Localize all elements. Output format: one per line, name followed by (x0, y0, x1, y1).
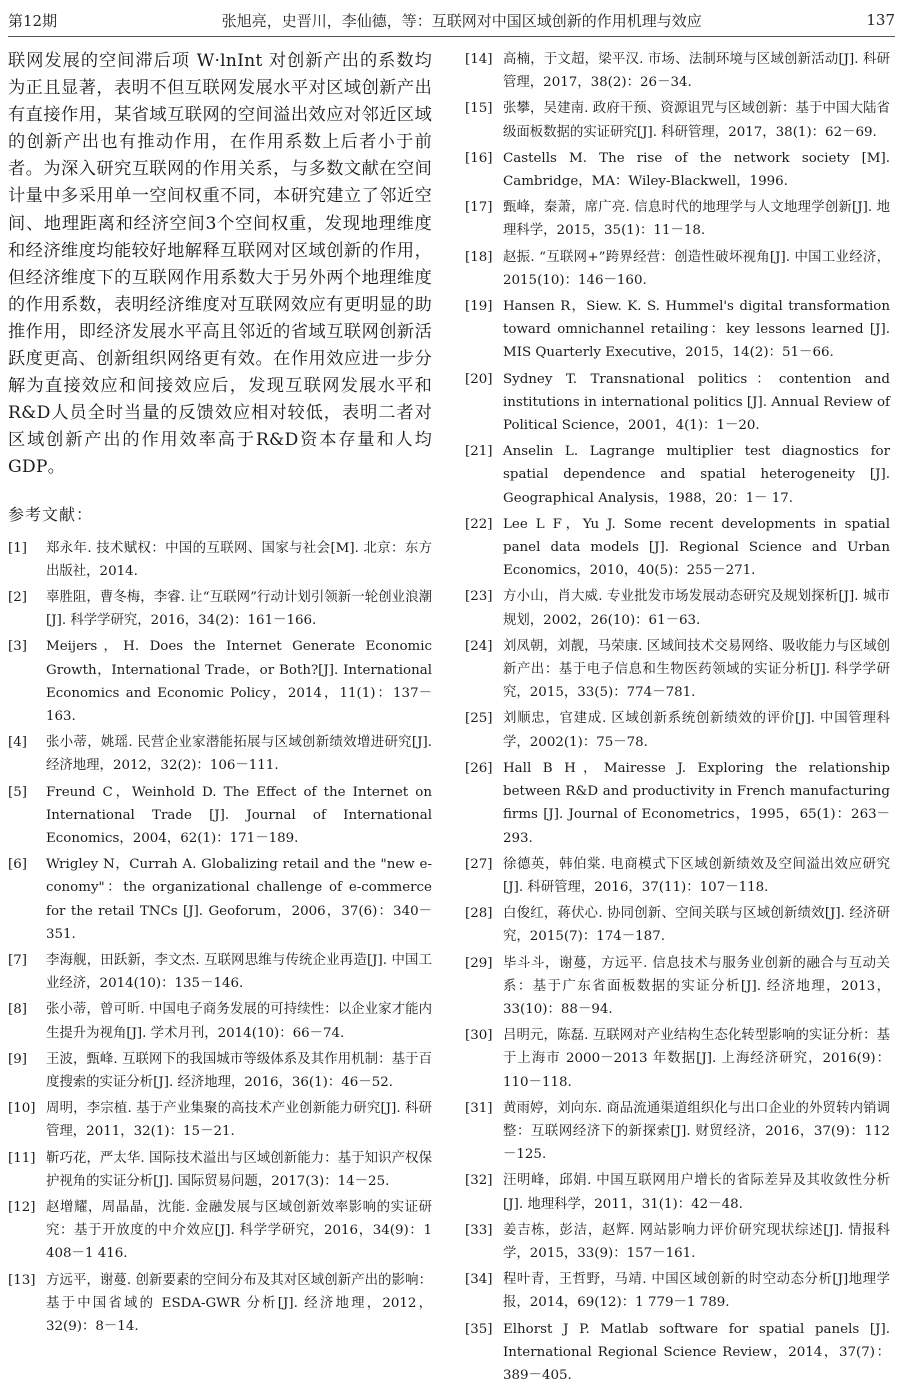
running-header (8, 6, 895, 34)
reference-text: Freund C，Weinhold D. The Effect of the Internet on International Trade [J]. Journal of International Economics，2004，62(1)：171－189. (46, 784, 432, 846)
reference-item (8, 1048, 432, 1094)
reference-item (465, 368, 890, 438)
reference-item (465, 757, 890, 850)
reference-number: [3] (8, 639, 27, 655)
reference-item (465, 635, 890, 705)
reference-text: Sydney T. Transnational politics：contention and institutions in international politics [J]. Annual Review of Political Science，2001，4(1)：1－20. (503, 371, 890, 434)
reference-text: 张小蒂，曾可昕. 中国电子商务发展的可持续性：以企业家才能内生提升为视角[J]. 学术月刊，2014(10)：66－74. (46, 1002, 432, 1041)
reference-number: [2] (8, 589, 27, 605)
reference-text: 刘顺忠，官建成. 区域创新系统创新绩效的评价[J]. 中国管理科学，2002(1)：75－78. (503, 711, 890, 750)
reference-text: 毕斗斗，谢蔓，方远平. 信息技术与服务业创新的融合与互动关系：基于广东省面板数据的实证分析[J]. 经济地理，2013，33(10)：88－94. (503, 955, 890, 1017)
reference-item (465, 853, 890, 899)
reference-number: [6] (8, 857, 27, 873)
reference-text: 方远平，谢蔓. 创新要素的空间分布及其对区域创新产出的影响：基于中国省域的 ESDA-GWR 分析[J]. 经济地理，2012，32(9)：8－14. (46, 1272, 432, 1334)
reference-number: [24] (465, 638, 493, 654)
reference-text: 吕明元，陈磊. 互联网对产业结构生态化转型影响的实证分析：基于上海市 2000－2013 年数据[J]. 上海经济研究，2016(9)：110－118. (503, 1028, 890, 1090)
reference-item (465, 902, 890, 948)
reference-number: [31] (465, 1100, 493, 1116)
reference-number: [13] (8, 1272, 36, 1288)
reference-number: [16] (465, 150, 493, 166)
reference-item (8, 731, 432, 777)
reference-item (8, 853, 432, 946)
reference-number: [1] (8, 540, 27, 556)
reference-item (465, 1169, 890, 1215)
reference-text: Hall B H，Mairesse J. Exploring the relationship between R&D and productivity in French manufacturing firms [J]. Journal of Econometrics，1995，65(1)：263－293. (503, 760, 890, 846)
reference-number: [20] (465, 371, 493, 387)
reference-item (465, 1268, 890, 1314)
reference-item (8, 537, 432, 583)
reference-number: [4] (8, 735, 27, 751)
reference-text: 程叶青，王哲野，马靖. 中国区域创新的时空动态分析[J]地理学报，2014，69(12)：1 779－1 789. (503, 1272, 890, 1311)
reference-item (8, 781, 432, 851)
reference-text: 方小山，肖大威. 专业批发市场发展动态研究及规划探析[J]. 城市规划，2002，26(10)：61－63. (503, 589, 890, 628)
left-column (8, 48, 432, 1341)
reference-number: [30] (465, 1028, 493, 1044)
reference-item (465, 585, 890, 631)
reference-item (465, 1318, 890, 1388)
reference-text: Meijers，H. Does the Internet Generate Economic Growth，International Trade，or Both?[J]. International Economics and Economic Policy，2014，11(1)：137－163. (46, 639, 432, 724)
reference-text: 白俊红，蒋伏心. 协同创新、空间关联与区域创新绩效[J]. 经济研究，2015(7)：174－187. (503, 906, 890, 945)
reference-text: 甄峰，秦萧，席广亮. 信息时代的地理学与人文地理学创新[J]. 地理科学，2015，35(1)：11－18. (503, 200, 890, 239)
reference-number: [19] (465, 299, 493, 315)
reference-number: [26] (465, 760, 493, 776)
reference-item (465, 707, 890, 753)
reference-item (465, 1219, 890, 1265)
reference-text: 张攀，吴建南. 政府干预、资源诅咒与区域创新：基于中国大陆省级面板数据的实证研究[J]. 科研管理，2017，38(1)：62－69. (503, 101, 890, 140)
reference-text: 郑永年. 技术赋权：中国的互联网、国家与社会[M]. 北京：东方出版社，2014. (46, 540, 432, 579)
reference-number: [7] (8, 952, 27, 968)
reference-text: 徐德英，韩伯棠. 电商模式下区域创新绩效及空间溢出效应研究[J]. 科研管理，2016，37(11)：107－118. (503, 856, 890, 895)
reference-text: Wrigley N，Currah A. Globalizing retail and the "new e-conomy"：the organizational challenge of e-commerce for the retail TNCs [J]. Geoforum，2006，37(6)：340－351. (46, 857, 432, 942)
running-title: 张旭亮，史晋川，李仙德，等：互联网对中国区域创新的作用机理与效应 (221, 11, 702, 30)
references-list-left (8, 537, 432, 1339)
reference-number: [5] (8, 784, 27, 800)
page-number: 137 (866, 11, 895, 29)
reference-number: [10] (8, 1101, 36, 1117)
references-heading: 参考文献： (8, 504, 94, 524)
reference-text: 黄雨婷，刘向东. 商品流通渠道组织化与出口企业的外贸转内销调整：互联网经济下的新探索[J]. 财贸经济，2016，37(9)：112－125. (503, 1100, 890, 1163)
reference-number: [32] (465, 1173, 493, 1189)
reference-item (465, 246, 890, 292)
reference-item (8, 1147, 432, 1193)
reference-text: 赵增耀，周晶晶，沈能. 金融发展与区域创新效率影响的实证研究：基于开放度的中介效应[J]. 科学学研究，2016，34(9)：1 408－1 416. (46, 1199, 432, 1262)
right-column (465, 48, 890, 1390)
reference-number: [28] (465, 906, 493, 922)
reference-item (8, 998, 432, 1044)
reference-number: [29] (465, 955, 493, 971)
reference-number: [25] (465, 711, 493, 727)
reference-item (8, 1097, 432, 1143)
reference-number: [18] (465, 249, 493, 265)
reference-text: 靳巧花，严太华. 国际技术溢出与区域创新能力：基于知识产权保护视角的实证分析[J]. 国际贸易问题，2017(3)：14－25. (46, 1150, 432, 1189)
reference-number: [34] (465, 1272, 493, 1288)
reference-item (465, 295, 890, 365)
reference-text: 王波，甄峰. 互联网下的我国城市等级体系及其作用机制：基于百度搜索的实证分析[J]. 经济地理，2016，36(1)：46－52. (46, 1051, 432, 1090)
reference-text: 辜胜阻，曹冬梅，李睿. 让“互联网”行动计划引领新一轮创业浪潮[J]. 科学学研究，2016，34(2)：161－166. (46, 589, 432, 629)
reference-number: [11] (8, 1150, 36, 1166)
reference-item (8, 1269, 432, 1339)
body-paragraph: 联网发展的空间滞后项 W·lnInt 对创新产出的系数均为正且显著，表明不但互联网发展水平对区域创新产出有直接作用，某省域互联网的空间溢出效应对邻近区域的创新产出也有推动作用，在作用系数上后者小于前者。为深入研究互联网的作用关系，与多数文献在空间计量中多采用单一空间权重不同，本研究建立了邻近空间、地理距离和经济空间3个空间权重，发现地理维度和经济维度均能较好地解释互联网对区域创新的作用，但经济维度下的互联网作用系数大于另外两个地理维度的作用系数，表明经济维度对互联网效应有更明显的助推作用，即经济发展水平高且邻近的省域互联网创新活跃度更高、创新组织网络更有效。在作用效应进一步分解为直接效应和间接效应后，发现互联网发展水平和R&D人员全时当量的反馈效应相对较低，表明二者对区域创新产出的作用效率高于R&D资本存量和人均GDP。 (8, 51, 432, 478)
reference-text: 赵振. “互联网+”跨界经营：创造性破坏视角[J]. 中国工业经济，2015(10)：146－160. (503, 249, 890, 288)
reference-item (465, 97, 890, 143)
reference-text: 汪明峰，邱娟. 中国互联网用户增长的省际差异及其收敛性分析[J]. 地理科学，2011，31(1)：42－48. (503, 1173, 890, 1212)
reference-text: 刘凤朝，刘靓，马荣康. 区域间技术交易网络、吸收能力与区域创新产出：基于电子信息和生物医药领域的实证分析[J]. 科学学研究，2015，33(5)：774－781. (503, 638, 890, 701)
header-rule (8, 36, 895, 37)
reference-number: [15] (465, 101, 493, 117)
reference-item (465, 1024, 890, 1094)
reference-number: [21] (465, 444, 493, 460)
reference-text: 高楠，于文超，梁平汉. 市场、法制环境与区域创新活动[J]. 科研管理，2017，38(2)：26－34. (503, 52, 890, 91)
reference-item (465, 513, 890, 583)
reference-item (465, 48, 890, 94)
reference-text: Lee L F，Yu J. Some recent developments in spatial panel data models [J]. Regional Science and Urban Economics，2010，40(5)：255－271. (503, 516, 890, 579)
reference-number: [17] (465, 200, 493, 216)
reference-number: [27] (465, 856, 493, 872)
reference-number: [14] (465, 52, 493, 67)
reference-item (8, 635, 432, 728)
references-list-right (465, 48, 890, 1387)
reference-text: Castells M. The rise of the network society [M]. Cambridge，MA：Wiley-Blackwell，1996. (503, 150, 890, 190)
reference-item (465, 147, 890, 193)
reference-item (8, 586, 432, 632)
reference-text: 姜吉栋，彭洁，赵辉. 网站影响力评价研究现状综述[J]. 情报科学，2015，33(9)：157－161. (503, 1222, 890, 1261)
reference-number: [8] (8, 1002, 27, 1018)
reference-number: [23] (465, 589, 493, 605)
reference-text: Anselin L. Lagrange multiplier test diagnostics for spatial dependence and spatial heterogeneity [J]. Geographical Analysis，1988，20：1－ 17. (503, 444, 890, 506)
reference-item (465, 440, 890, 510)
reference-number: [35] (465, 1321, 493, 1337)
reference-text: 周明，李宗植. 基于产业集聚的高技术产业创新能力研究[J]. 科研管理，2011，32(1)：15－21. (46, 1101, 432, 1140)
reference-number: [33] (465, 1222, 493, 1238)
reference-text: Hansen R，Siew. K. S. Hummel's digital transformation toward omnichannel retailing：key lessons learned [J]. MIS Quarterly Executive，2015，14(2)：51－66. (503, 299, 890, 361)
reference-number: [22] (465, 516, 493, 532)
reference-number: [9] (8, 1051, 27, 1067)
reference-number: [12] (8, 1199, 36, 1215)
reference-item (8, 949, 432, 995)
reference-text: 李海舰，田跃新，李文杰. 互联网思维与传统企业再造[J]. 中国工业经济，2014(10)：135－146. (46, 952, 432, 992)
reference-item (8, 1196, 432, 1266)
issue-number: 第12期 (8, 11, 58, 30)
reference-text: Elhorst J P. Matlab software for spatial panels [J]. International Regional Science Review，2014，37(7)：389－405. (503, 1321, 890, 1383)
reference-text: 张小蒂，姚瑶. 民营企业家潜能拓展与区域创新绩效增进研究[J]. 经济地理，2012，32(2)：106－111. (46, 735, 432, 774)
reference-item (465, 952, 890, 1022)
reference-item (465, 196, 890, 242)
reference-item (465, 1097, 890, 1167)
